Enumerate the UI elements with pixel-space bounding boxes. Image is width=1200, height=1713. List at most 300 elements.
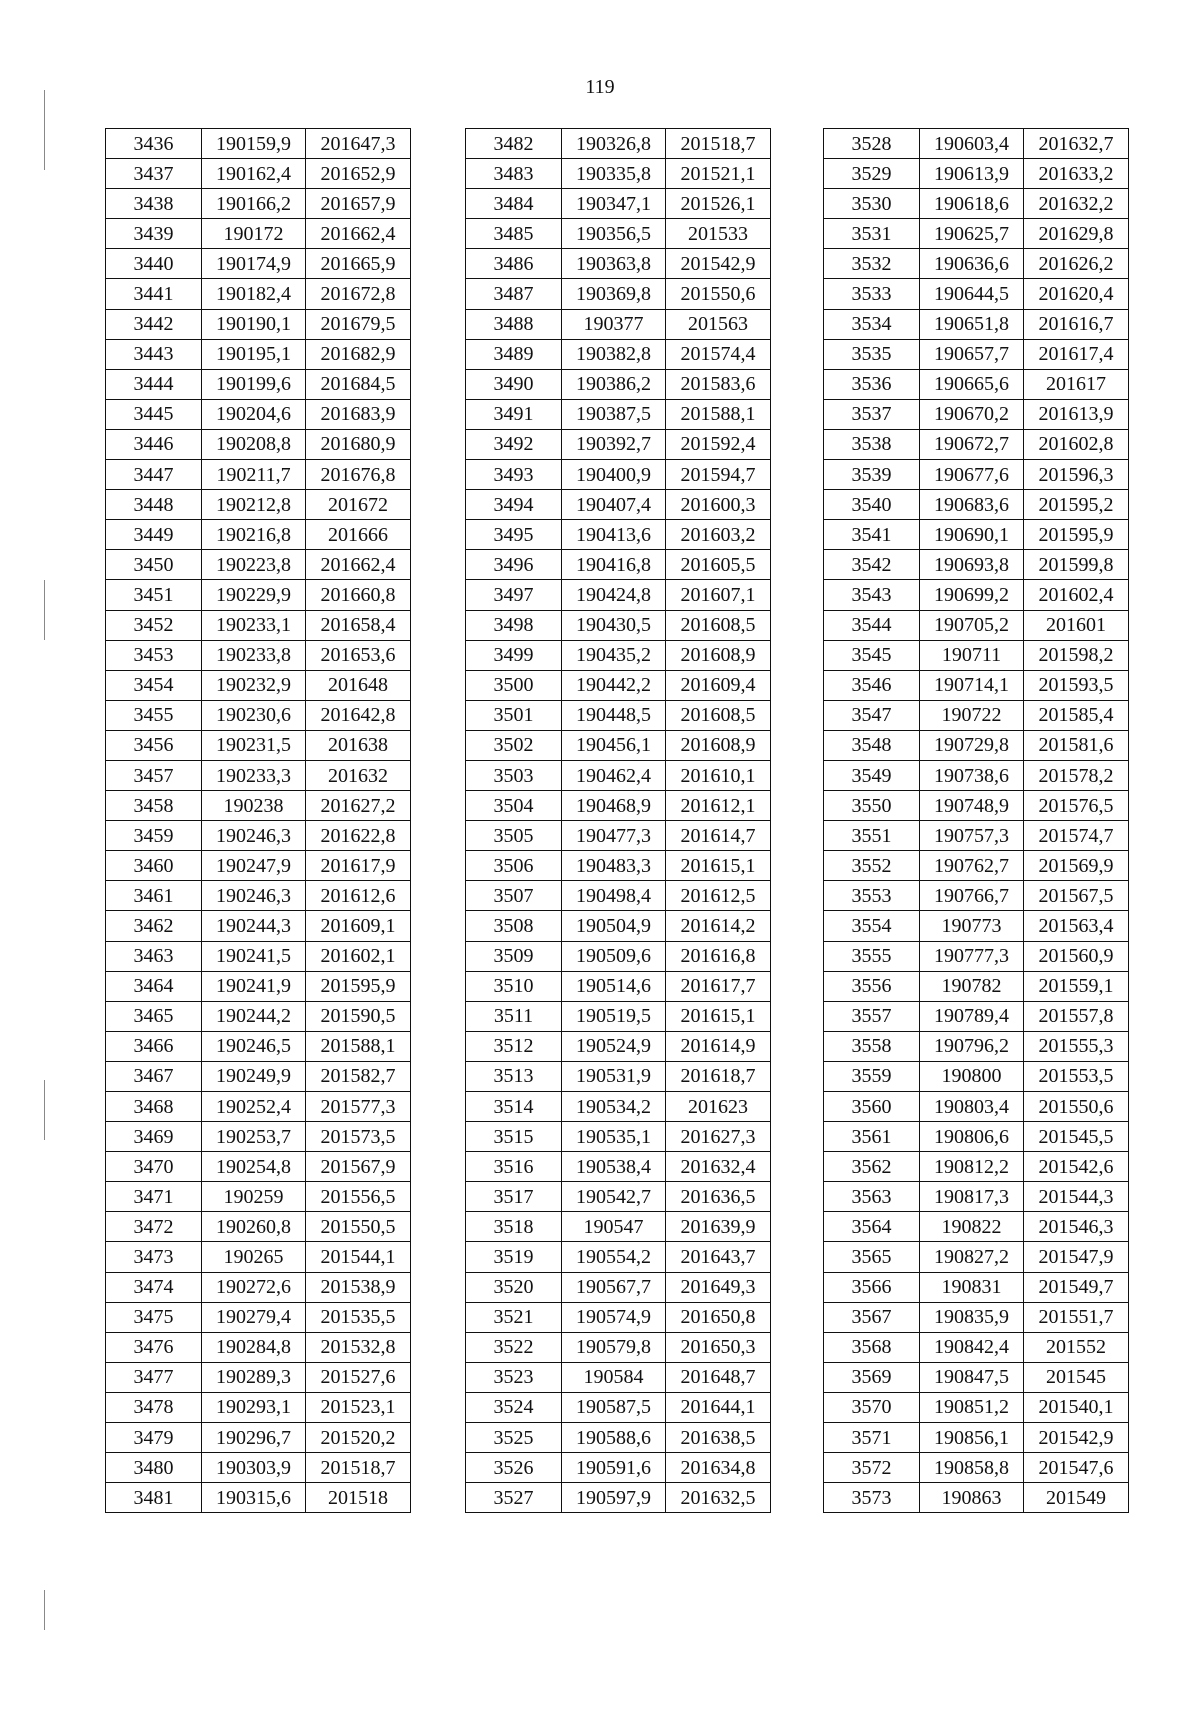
x-coordinate-cell: 190729,8 <box>920 730 1024 760</box>
point-number-cell: 3445 <box>106 399 202 429</box>
table-row <box>106 1483 411 1513</box>
x-coordinate-cell: 190413,6 <box>562 520 666 550</box>
point-number-cell: 3457 <box>106 760 202 790</box>
y-coordinate-cell: 201605,5 <box>666 550 771 580</box>
point-number-cell: 3514 <box>466 1092 562 1122</box>
point-number-cell: 3521 <box>466 1302 562 1332</box>
point-number-cell: 3526 <box>466 1453 562 1483</box>
y-coordinate-cell: 201632,2 <box>1024 189 1129 219</box>
point-number-cell: 3551 <box>824 821 920 851</box>
y-coordinate-cell: 201617,9 <box>306 851 411 881</box>
table-row <box>106 460 411 490</box>
x-coordinate-cell: 190212,8 <box>202 490 306 520</box>
scan-artifact-line <box>44 1590 45 1630</box>
table-row <box>824 1122 1129 1152</box>
y-coordinate-cell: 201644,1 <box>666 1392 771 1422</box>
point-number-cell: 3541 <box>824 520 920 550</box>
table-row <box>106 971 411 1001</box>
point-number-cell: 3550 <box>824 791 920 821</box>
table-row <box>466 851 771 881</box>
table-row <box>466 760 771 790</box>
y-coordinate-cell: 201617 <box>1024 369 1129 399</box>
y-coordinate-cell: 201608,5 <box>666 610 771 640</box>
y-coordinate-cell: 201538,9 <box>306 1272 411 1302</box>
point-number-cell: 3567 <box>824 1302 920 1332</box>
x-coordinate-cell: 190253,7 <box>202 1122 306 1152</box>
x-coordinate-cell: 190806,6 <box>920 1122 1024 1152</box>
point-number-cell: 3528 <box>824 129 920 159</box>
table-row <box>106 1362 411 1392</box>
point-number-cell: 3444 <box>106 369 202 399</box>
table-row <box>106 941 411 971</box>
point-number-cell: 3524 <box>466 1392 562 1422</box>
table-row <box>824 821 1129 851</box>
table-row <box>466 1182 771 1212</box>
x-coordinate-cell: 190531,9 <box>562 1061 666 1091</box>
y-coordinate-cell: 201634,8 <box>666 1453 771 1483</box>
x-coordinate-cell: 190509,6 <box>562 941 666 971</box>
point-number-cell: 3467 <box>106 1061 202 1091</box>
x-coordinate-cell: 190588,6 <box>562 1423 666 1453</box>
table-row <box>106 670 411 700</box>
x-coordinate-cell: 190204,6 <box>202 399 306 429</box>
y-coordinate-cell: 201551,7 <box>1024 1302 1129 1332</box>
x-coordinate-cell: 190289,3 <box>202 1362 306 1392</box>
y-coordinate-cell: 201623 <box>666 1092 771 1122</box>
table-row <box>824 670 1129 700</box>
table-row <box>106 129 411 159</box>
y-coordinate-cell: 201521,1 <box>666 159 771 189</box>
x-coordinate-cell: 190618,6 <box>920 189 1024 219</box>
y-coordinate-cell: 201595,9 <box>306 971 411 1001</box>
point-number-cell: 3522 <box>466 1332 562 1362</box>
table-row <box>824 851 1129 881</box>
point-number-cell: 3503 <box>466 760 562 790</box>
y-coordinate-cell: 201563 <box>666 309 771 339</box>
point-number-cell: 3443 <box>106 339 202 369</box>
coordinate-table-2 <box>465 128 771 1513</box>
x-coordinate-cell: 190400,9 <box>562 460 666 490</box>
point-number-cell: 3558 <box>824 1031 920 1061</box>
table-row <box>106 219 411 249</box>
y-coordinate-cell: 201672 <box>306 490 411 520</box>
point-number-cell: 3489 <box>466 339 562 369</box>
point-number-cell: 3498 <box>466 610 562 640</box>
table-row <box>466 1332 771 1362</box>
y-coordinate-cell: 201614,2 <box>666 911 771 941</box>
y-coordinate-cell: 201614,7 <box>666 821 771 851</box>
x-coordinate-cell: 190407,4 <box>562 490 666 520</box>
y-coordinate-cell: 201648 <box>306 670 411 700</box>
x-coordinate-cell: 190347,1 <box>562 189 666 219</box>
y-coordinate-cell: 201526,1 <box>666 189 771 219</box>
x-coordinate-cell: 190199,6 <box>202 369 306 399</box>
x-coordinate-cell: 190789,4 <box>920 1001 1024 1031</box>
table-row <box>106 700 411 730</box>
x-coordinate-cell: 190172 <box>202 219 306 249</box>
point-number-cell: 3530 <box>824 189 920 219</box>
point-number-cell: 3475 <box>106 1302 202 1332</box>
table-row <box>824 219 1129 249</box>
x-coordinate-cell: 190382,8 <box>562 339 666 369</box>
x-coordinate-cell: 190554,2 <box>562 1242 666 1272</box>
x-coordinate-cell: 190363,8 <box>562 249 666 279</box>
x-coordinate-cell: 190547 <box>562 1212 666 1242</box>
point-number-cell: 3523 <box>466 1362 562 1392</box>
x-coordinate-cell: 190777,3 <box>920 941 1024 971</box>
point-number-cell: 3459 <box>106 821 202 851</box>
point-number-cell: 3517 <box>466 1182 562 1212</box>
table-row <box>466 1061 771 1091</box>
table-row <box>106 1332 411 1362</box>
table-row <box>466 700 771 730</box>
y-coordinate-cell: 201578,2 <box>1024 760 1129 790</box>
y-coordinate-cell: 201544,1 <box>306 1242 411 1272</box>
point-number-cell: 3436 <box>106 129 202 159</box>
x-coordinate-cell: 190644,5 <box>920 279 1024 309</box>
point-number-cell: 3500 <box>466 670 562 700</box>
y-coordinate-cell: 201643,7 <box>666 1242 771 1272</box>
x-coordinate-cell: 190162,4 <box>202 159 306 189</box>
table-row <box>824 1483 1129 1513</box>
x-coordinate-cell: 190603,4 <box>920 129 1024 159</box>
y-coordinate-cell: 201642,8 <box>306 700 411 730</box>
x-coordinate-cell: 190430,5 <box>562 610 666 640</box>
x-coordinate-cell: 190800 <box>920 1061 1024 1091</box>
table-row <box>106 279 411 309</box>
table-row <box>824 881 1129 911</box>
table-row <box>824 1001 1129 1031</box>
y-coordinate-cell: 201603,2 <box>666 520 771 550</box>
point-number-cell: 3442 <box>106 309 202 339</box>
x-coordinate-cell: 190504,9 <box>562 911 666 941</box>
table-row <box>466 460 771 490</box>
point-number-cell: 3562 <box>824 1152 920 1182</box>
point-number-cell: 3472 <box>106 1212 202 1242</box>
point-number-cell: 3532 <box>824 249 920 279</box>
table-row <box>106 1453 411 1483</box>
y-coordinate-cell: 201609,1 <box>306 911 411 941</box>
point-number-cell: 3553 <box>824 881 920 911</box>
scan-artifact-line <box>44 580 45 640</box>
point-number-cell: 3471 <box>106 1182 202 1212</box>
table-row <box>466 791 771 821</box>
point-number-cell: 3490 <box>466 369 562 399</box>
y-coordinate-cell: 201576,5 <box>1024 791 1129 821</box>
point-number-cell: 3452 <box>106 610 202 640</box>
y-coordinate-cell: 201600,3 <box>666 490 771 520</box>
x-coordinate-cell: 190584 <box>562 1362 666 1392</box>
y-coordinate-cell: 201616,8 <box>666 941 771 971</box>
point-number-cell: 3531 <box>824 219 920 249</box>
table-row <box>106 881 411 911</box>
y-coordinate-cell: 201555,3 <box>1024 1031 1129 1061</box>
y-coordinate-cell: 201577,3 <box>306 1092 411 1122</box>
x-coordinate-cell: 190699,2 <box>920 580 1024 610</box>
x-coordinate-cell: 190822 <box>920 1212 1024 1242</box>
table-row <box>106 1272 411 1302</box>
point-number-cell: 3542 <box>824 550 920 580</box>
table-row <box>824 309 1129 339</box>
point-number-cell: 3483 <box>466 159 562 189</box>
y-coordinate-cell: 201520,2 <box>306 1423 411 1453</box>
y-coordinate-cell: 201627,2 <box>306 791 411 821</box>
point-number-cell: 3546 <box>824 670 920 700</box>
table-row <box>466 520 771 550</box>
point-number-cell: 3516 <box>466 1152 562 1182</box>
scan-artifact-line <box>44 1080 45 1140</box>
x-coordinate-cell: 190851,2 <box>920 1392 1024 1422</box>
y-coordinate-cell: 201542,6 <box>1024 1152 1129 1182</box>
y-coordinate-cell: 201620,4 <box>1024 279 1129 309</box>
y-coordinate-cell: 201614,9 <box>666 1031 771 1061</box>
y-coordinate-cell: 201518,7 <box>306 1453 411 1483</box>
point-number-cell: 3481 <box>106 1483 202 1513</box>
table-row <box>466 580 771 610</box>
x-coordinate-cell: 190831 <box>920 1272 1024 1302</box>
y-coordinate-cell: 201547,6 <box>1024 1453 1129 1483</box>
table-row <box>106 490 411 520</box>
y-coordinate-cell: 201569,9 <box>1024 851 1129 881</box>
y-coordinate-cell: 201662,4 <box>306 550 411 580</box>
x-coordinate-cell: 190356,5 <box>562 219 666 249</box>
point-number-cell: 3536 <box>824 369 920 399</box>
x-coordinate-cell: 190232,9 <box>202 670 306 700</box>
table-row <box>106 1122 411 1152</box>
point-number-cell: 3570 <box>824 1392 920 1422</box>
y-coordinate-cell: 201523,1 <box>306 1392 411 1422</box>
x-coordinate-cell: 190665,6 <box>920 369 1024 399</box>
table-row <box>106 339 411 369</box>
y-coordinate-cell: 201563,4 <box>1024 911 1129 941</box>
point-number-cell: 3495 <box>466 520 562 550</box>
y-coordinate-cell: 201532,8 <box>306 1332 411 1362</box>
table-row <box>106 550 411 580</box>
point-number-cell: 3540 <box>824 490 920 520</box>
y-coordinate-cell: 201592,4 <box>666 429 771 459</box>
x-coordinate-cell: 190233,8 <box>202 640 306 670</box>
y-coordinate-cell: 201639,9 <box>666 1212 771 1242</box>
x-coordinate-cell: 190435,2 <box>562 640 666 670</box>
y-coordinate-cell: 201596,3 <box>1024 460 1129 490</box>
point-number-cell: 3552 <box>824 851 920 881</box>
x-coordinate-cell: 190456,1 <box>562 730 666 760</box>
point-number-cell: 3527 <box>466 1483 562 1513</box>
x-coordinate-cell: 190244,3 <box>202 911 306 941</box>
x-coordinate-cell: 190711 <box>920 640 1024 670</box>
table-row <box>106 1423 411 1453</box>
y-coordinate-cell: 201518 <box>306 1483 411 1513</box>
table-row <box>824 1092 1129 1122</box>
x-coordinate-cell: 190159,9 <box>202 129 306 159</box>
y-coordinate-cell: 201518,7 <box>666 129 771 159</box>
table-row <box>824 339 1129 369</box>
y-coordinate-cell: 201666 <box>306 520 411 550</box>
point-number-cell: 3518 <box>466 1212 562 1242</box>
y-coordinate-cell: 201648,7 <box>666 1362 771 1392</box>
y-coordinate-cell: 201550,5 <box>306 1212 411 1242</box>
point-number-cell: 3539 <box>824 460 920 490</box>
y-coordinate-cell: 201557,8 <box>1024 1001 1129 1031</box>
table-row <box>824 1332 1129 1362</box>
y-coordinate-cell: 201601 <box>1024 610 1129 640</box>
table-row <box>466 730 771 760</box>
point-number-cell: 3512 <box>466 1031 562 1061</box>
table-row <box>824 1423 1129 1453</box>
point-number-cell: 3492 <box>466 429 562 459</box>
point-number-cell: 3491 <box>466 399 562 429</box>
y-coordinate-cell: 201533 <box>666 219 771 249</box>
point-number-cell: 3560 <box>824 1092 920 1122</box>
y-coordinate-cell: 201573,5 <box>306 1122 411 1152</box>
table-row <box>106 1242 411 1272</box>
table-row <box>824 730 1129 760</box>
point-number-cell: 3569 <box>824 1362 920 1392</box>
point-number-cell: 3451 <box>106 580 202 610</box>
point-number-cell: 3534 <box>824 309 920 339</box>
x-coordinate-cell: 190252,4 <box>202 1092 306 1122</box>
table-row <box>106 159 411 189</box>
point-number-cell: 3509 <box>466 941 562 971</box>
table-row <box>106 821 411 851</box>
table-row <box>466 1392 771 1422</box>
x-coordinate-cell: 190260,8 <box>202 1212 306 1242</box>
y-coordinate-cell: 201657,9 <box>306 189 411 219</box>
y-coordinate-cell: 201684,5 <box>306 369 411 399</box>
x-coordinate-cell: 190462,4 <box>562 760 666 790</box>
table-row <box>106 1061 411 1091</box>
y-coordinate-cell: 201602,1 <box>306 941 411 971</box>
y-coordinate-cell: 201608,9 <box>666 730 771 760</box>
table-row <box>824 1272 1129 1302</box>
table-row <box>106 249 411 279</box>
x-coordinate-cell: 190657,7 <box>920 339 1024 369</box>
y-coordinate-cell: 201609,4 <box>666 670 771 700</box>
x-coordinate-cell: 190483,3 <box>562 851 666 881</box>
x-coordinate-cell: 190534,2 <box>562 1092 666 1122</box>
point-number-cell: 3448 <box>106 490 202 520</box>
x-coordinate-cell: 190796,2 <box>920 1031 1024 1061</box>
point-number-cell: 3507 <box>466 881 562 911</box>
x-coordinate-cell: 190714,1 <box>920 670 1024 700</box>
x-coordinate-cell: 190335,8 <box>562 159 666 189</box>
table-row <box>106 1152 411 1182</box>
y-coordinate-cell: 201672,8 <box>306 279 411 309</box>
y-coordinate-cell: 201544,3 <box>1024 1182 1129 1212</box>
y-coordinate-cell: 201618,7 <box>666 1061 771 1091</box>
table-row <box>824 791 1129 821</box>
x-coordinate-cell: 190174,9 <box>202 249 306 279</box>
table-row <box>106 1001 411 1031</box>
point-number-cell: 3464 <box>106 971 202 1001</box>
y-coordinate-cell: 201585,4 <box>1024 700 1129 730</box>
x-coordinate-cell: 190195,1 <box>202 339 306 369</box>
point-number-cell: 3510 <box>466 971 562 1001</box>
x-coordinate-cell: 190279,4 <box>202 1302 306 1332</box>
table-row <box>466 610 771 640</box>
x-coordinate-cell: 190246,5 <box>202 1031 306 1061</box>
point-number-cell: 3549 <box>824 760 920 790</box>
coordinate-table-1 <box>105 128 411 1513</box>
point-number-cell: 3439 <box>106 219 202 249</box>
x-coordinate-cell: 190208,8 <box>202 429 306 459</box>
y-coordinate-cell: 201599,8 <box>1024 550 1129 580</box>
point-number-cell: 3499 <box>466 640 562 670</box>
y-coordinate-cell: 201612,5 <box>666 881 771 911</box>
y-coordinate-cell: 201588,1 <box>306 1031 411 1061</box>
table-row <box>824 249 1129 279</box>
x-coordinate-cell: 190757,3 <box>920 821 1024 851</box>
y-coordinate-cell: 201636,5 <box>666 1182 771 1212</box>
x-coordinate-cell: 190705,2 <box>920 610 1024 640</box>
y-coordinate-cell: 201649,3 <box>666 1272 771 1302</box>
y-coordinate-cell: 201622,8 <box>306 821 411 851</box>
table-row <box>824 460 1129 490</box>
point-number-cell: 3563 <box>824 1182 920 1212</box>
point-number-cell: 3529 <box>824 159 920 189</box>
point-number-cell: 3465 <box>106 1001 202 1031</box>
table-row <box>466 279 771 309</box>
table-row <box>106 189 411 219</box>
table-row <box>106 851 411 881</box>
x-coordinate-cell: 190738,6 <box>920 760 1024 790</box>
x-coordinate-cell: 190538,4 <box>562 1152 666 1182</box>
x-coordinate-cell: 190241,9 <box>202 971 306 1001</box>
y-coordinate-cell: 201613,9 <box>1024 399 1129 429</box>
table-row <box>106 730 411 760</box>
x-coordinate-cell: 190477,3 <box>562 821 666 851</box>
x-coordinate-cell: 190817,3 <box>920 1182 1024 1212</box>
y-coordinate-cell: 201535,5 <box>306 1302 411 1332</box>
table-row <box>466 249 771 279</box>
table-row <box>824 129 1129 159</box>
x-coordinate-cell: 190579,8 <box>562 1332 666 1362</box>
x-coordinate-cell: 190835,9 <box>920 1302 1024 1332</box>
y-coordinate-cell: 201617,7 <box>666 971 771 1001</box>
table-row <box>106 640 411 670</box>
y-coordinate-cell: 201574,7 <box>1024 821 1129 851</box>
x-coordinate-cell: 190636,6 <box>920 249 1024 279</box>
table-row <box>106 580 411 610</box>
point-number-cell: 3485 <box>466 219 562 249</box>
y-coordinate-cell: 201653,6 <box>306 640 411 670</box>
y-coordinate-cell: 201632,7 <box>1024 129 1129 159</box>
x-coordinate-cell: 190524,9 <box>562 1031 666 1061</box>
x-coordinate-cell: 190293,1 <box>202 1392 306 1422</box>
point-number-cell: 3573 <box>824 1483 920 1513</box>
y-coordinate-cell: 201553,5 <box>1024 1061 1129 1091</box>
coordinate-table-3 <box>823 128 1129 1513</box>
y-coordinate-cell: 201588,1 <box>666 399 771 429</box>
point-number-cell: 3566 <box>824 1272 920 1302</box>
y-coordinate-cell: 201595,2 <box>1024 490 1129 520</box>
table-row <box>824 1182 1129 1212</box>
y-coordinate-cell: 201549,7 <box>1024 1272 1129 1302</box>
x-coordinate-cell: 190424,8 <box>562 580 666 610</box>
y-coordinate-cell: 201652,9 <box>306 159 411 189</box>
point-number-cell: 3508 <box>466 911 562 941</box>
table-row <box>106 1182 411 1212</box>
x-coordinate-cell: 190231,5 <box>202 730 306 760</box>
x-coordinate-cell: 190766,7 <box>920 881 1024 911</box>
point-number-cell: 3482 <box>466 129 562 159</box>
table-row <box>466 399 771 429</box>
x-coordinate-cell: 190677,6 <box>920 460 1024 490</box>
table-row <box>466 821 771 851</box>
point-number-cell: 3564 <box>824 1212 920 1242</box>
x-coordinate-cell: 190587,5 <box>562 1392 666 1422</box>
y-coordinate-cell: 201590,5 <box>306 1001 411 1031</box>
